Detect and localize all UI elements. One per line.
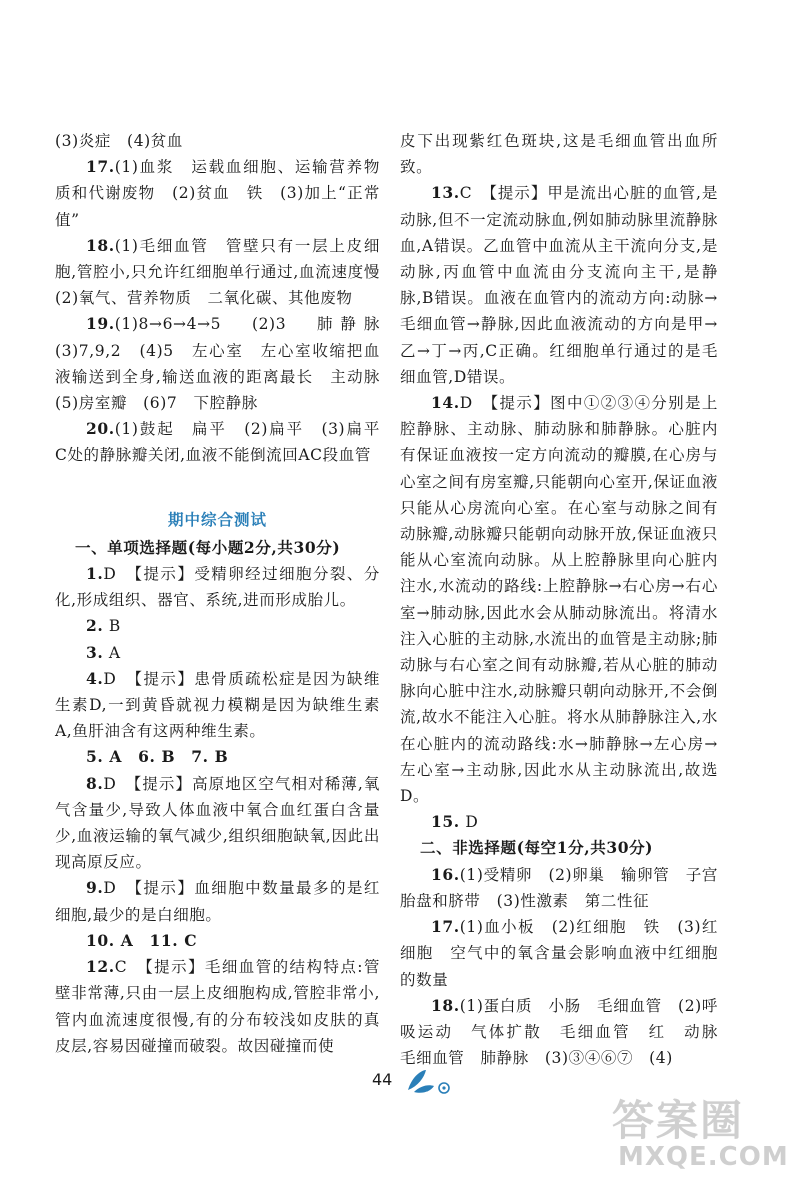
answer-20: [55, 416, 397, 468]
answer-text: (1)血浆 运载血细胞、运输营养物质和代谢废物 (2)贫血 铁 (3)加上“正常值”: [55, 158, 380, 229]
answer-15: [400, 809, 718, 835]
answer-text: A: [108, 643, 121, 662]
question-number: 13.: [431, 183, 460, 203]
question-number: 12.: [86, 957, 115, 977]
question-number: 9.: [86, 878, 104, 898]
answer-text: D 【提示】图中①②③④分别是上腔静脉、主动脉、肺动脉和肺静脉。心脏内有保证血液按一定方向流动的瓣膜,在心房与心室之间有房室瓣,只能朝向心室开,保证血液只能从心房流向心室。在心室与动脉之间有动脉瓣,动脉瓣只能朝向动脉开放,保证血液只能从心室流向动脉。从上腔静脉里向心脏内注水,水流动的路线:上腔静脉→右心房→右心室→肺动脉,因此水会从肺动脉流出。将清水注入心脏的主动脉,水流出的血管是主动脉;肺动脉与右心室之间有动脉瓣,若从心脏的肺动脉向心脏中注水,动脉瓣只朝向动脉开,不会倒流,故水不能注入心脏。将水从肺静脉注入,水在心脏内的流动路线:水→肺静脉→左心房→左心室→主动脉,因此水从主动脉流出,故选D。: [400, 394, 718, 806]
answer-text: (1)8→6→4→5 (2)3 肺静脉 (3)7,9,2 (4)5 左心室 左心室收缩把血液输送到全身,输送血液的距离最长 主动脉 (5)房室瓣 (6)7 下腔静脉: [55, 315, 397, 413]
question-number: 19.: [86, 314, 115, 334]
answer-13: [400, 180, 718, 390]
answer-16: [400, 862, 735, 914]
answer-2: [55, 613, 380, 639]
watermark-url: MXQE.COM: [618, 1142, 789, 1172]
answer-text: D 【提示】患骨质疏松症是因为缺维生素D,一到黄昏就视力模糊是因为缺维生素A,鱼肝油含有这两种维生素。: [55, 669, 380, 741]
question-number: 17.: [86, 157, 115, 177]
answer-text: (1)血小板 (2)红细胞 铁 (3)红细胞 空气中的氧含量会影响血液中红细胞的数量: [400, 918, 718, 989]
answer-text: (1)毛细血管 管壁只有一层上皮细胞,管腔小,只允许红细胞单行通过,血流速度慢 (2)氧气、营养物质 二氧化碳、其他废物: [55, 236, 397, 308]
question-number: 18.: [431, 995, 460, 1015]
answer-12: [55, 954, 380, 1059]
answer-text: (1)鼓起 扁平 (2)扁平 (3)扁平 C处的静脉瓣关闭,血液不能倒流回AC段血管: [55, 420, 397, 465]
left-column: [55, 128, 397, 1059]
answer-text: (1)蛋白质 小肠 毛细血管 (2)呼吸运动 气体扩散 毛细血管 红 动脉 毛细血管 肺静脉 (3)③④⑥⑦ (4): [400, 996, 735, 1068]
answer-9: [55, 875, 380, 927]
question-number: 20.: [86, 419, 115, 439]
answer-line: (3)炎症 (4)贫血: [55, 132, 184, 150]
leaf-logo-icon: [404, 1066, 454, 1096]
answer-text: (1)受精卵 (2)卵巢 输卵管 子宫 胎盘和脐带 (3)性激素 第二性征: [400, 865, 735, 910]
answer-8: [55, 771, 380, 876]
question-number: 16.: [431, 864, 460, 884]
answer-18: [400, 993, 735, 1072]
question-number: 18.: [86, 235, 115, 255]
question-number: 8.: [86, 773, 104, 793]
answers-10-11: 10. A 11. C: [86, 930, 198, 950]
answers-5-to-7: 5. A 6. B 7. B: [86, 747, 229, 767]
answer-4: [55, 666, 380, 745]
watermark: [612, 1088, 792, 1174]
answer-17: [400, 914, 718, 993]
answer-text: B: [108, 617, 121, 636]
answer-3: [55, 640, 380, 666]
right-column: [400, 128, 735, 1071]
part-one-heading: 一、单项选择题(每小题2分,共30分): [75, 537, 341, 557]
question-number: 4.: [86, 668, 104, 688]
answer-1: [55, 561, 380, 613]
answer-continuation: 皮下出现紫红色斑块,这是毛细血管出血所致。: [400, 132, 718, 177]
answer-text: D 【提示】高原地区空气相对稀薄,氧气含量少,导致人体血液中氧合血红蛋白含量少,血液运输的氧气减少,组织细胞缺氧,因此出现高原反应。: [55, 774, 380, 872]
answer-19: [55, 311, 397, 416]
question-number: 2.: [86, 616, 104, 636]
answer-text: D 【提示】受精卵经过细胞分裂、分化,形成组织、器官、系统,进而形成胎儿。: [55, 565, 380, 610]
answer-18: [55, 233, 397, 312]
section-title: 期中综合测试: [167, 509, 267, 529]
question-number: 17.: [431, 917, 460, 937]
question-number: 15.: [431, 812, 460, 832]
question-number: 1.: [86, 564, 104, 584]
part-two-heading: 二、非选择题(每空1分,共30分): [420, 838, 654, 858]
answer-14: [400, 390, 718, 809]
answer-text: C 【提示】毛细血管的结构特点:管壁非常薄,只由一层上皮细胞构成,管腔非常小,管内血流速度很慢,有的分布较浅如皮肤的真皮层,容易因碰撞而破裂。故因碰撞而使: [55, 958, 380, 1055]
watermark-logo: 答案圈: [612, 1096, 745, 1145]
question-number: 3.: [86, 642, 104, 662]
question-number: 14.: [431, 393, 460, 413]
page-number: 44: [372, 1070, 393, 1089]
answer-text: C 【提示】甲是流出心脏的血管,是动脉,但不一定流动脉血,例如肺动脉里流静脉血,A错误。乙血管中血流从主干流向分支,是动脉,丙血管中血流由分支流向主干,是静脉,B错误。血液在血管内的流动方向:动脉→毛细血管→静脉,因此血液流动的方向是甲→乙→丁→丙,C正确。红细胞单行通过的是毛细血管,D错误。: [400, 184, 718, 386]
answer-text: D: [465, 813, 479, 832]
answer-text: D 【提示】血细胞中数量最多的是红细胞,最少的是白细胞。: [55, 879, 380, 924]
answer-17: [55, 154, 380, 233]
